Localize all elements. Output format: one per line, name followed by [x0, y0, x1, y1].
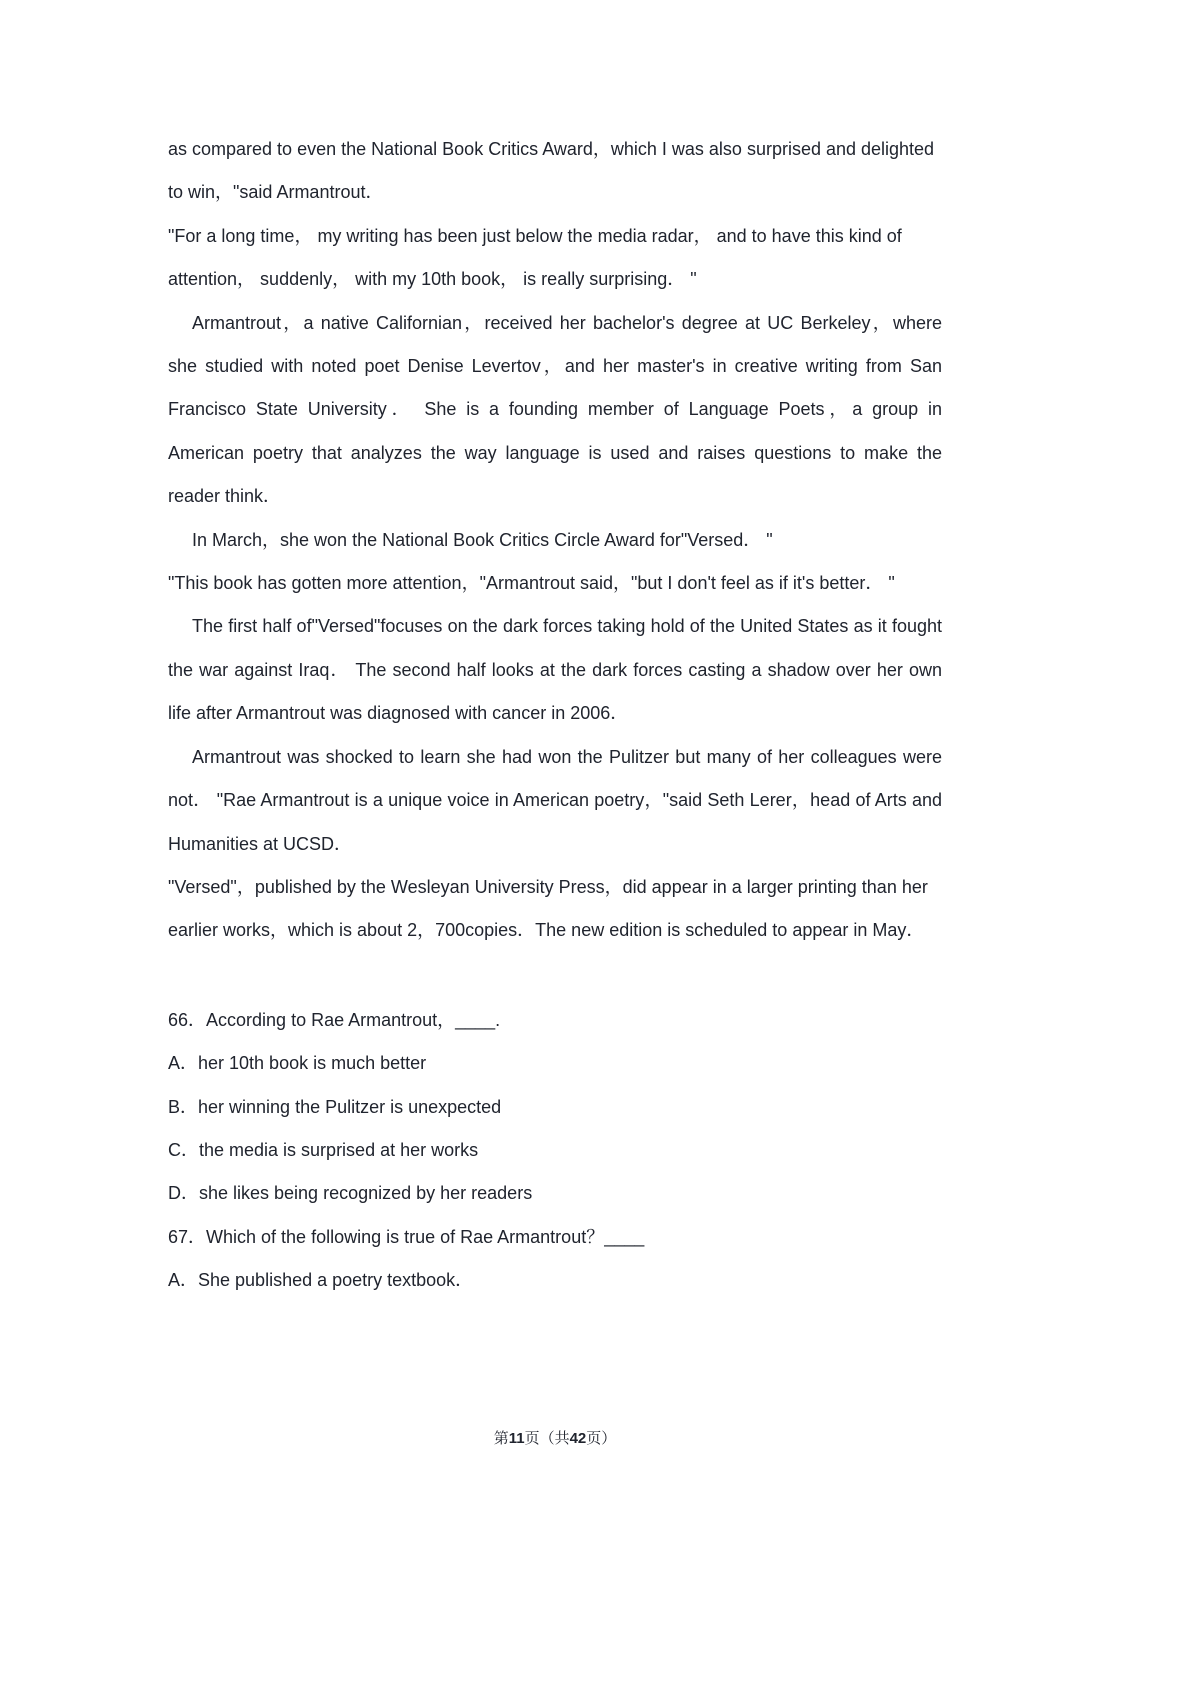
- article-paragraph: Armantrout was shocked to learn she had won the Pulitzer but many of her colleagues were not． "Rae Armantrout is a unique voice in American poetry，"said Seth Lerer，head of Arts and Humanities at UCSD．: [168, 746, 942, 854]
- footer-prefix: 第: [493, 1430, 509, 1447]
- questions-section: [168, 999, 942, 1303]
- article-paragraph: "For a long time， my writing has been just below the media radar， and to have this kind of attention， suddenly， with my 10th book， is really surprising． ": [168, 225, 902, 290]
- article-paragraph: In March，she won the National Book Critics Circle Award for"Versed． ": [192, 529, 773, 550]
- article-paragraph: The first half of"Versed"focuses on the dark forces taking hold of the United States as it fought the war against Iraq． The second half looks at the dark forces casting a shadow over her own life after Armantrout was diagnosed with cancer in 2006．: [168, 616, 942, 724]
- article-paragraph: "This book has gotten more attention，"Armantrout said，"but I don't feel as if it's better． ": [168, 573, 895, 594]
- page-footer: [168, 1428, 942, 1450]
- footer-middle: 页（共: [524, 1430, 570, 1447]
- reading-passage: [168, 128, 942, 1303]
- article-paragraph: "Versed"，published by the Wesleyan University Press，did appear in a larger printing than her earlier works，which is about 2，700copies．The new edition is scheduled to appear in May．: [168, 876, 928, 941]
- question-66-option-b: B．her winning the Pulitzer is unexpected: [168, 1096, 502, 1117]
- article-paragraph: as compared to even the National Book Critics Award，which I was also surprised and delighted to win，"said Armantrout．: [168, 139, 935, 203]
- footer-total-pages: 42: [569, 1430, 587, 1447]
- question-66-option-c: C．the media is surprised at her works: [168, 1139, 479, 1160]
- question-67-option-a: A．She published a poetry textbook．: [168, 1270, 474, 1291]
- footer-suffix: 页）: [586, 1430, 617, 1447]
- question-67-stem: 67．Which of the following is true of Rae Armantrout？____: [168, 1226, 645, 1247]
- question-66-option-a: A．her 10th book is much better: [168, 1053, 427, 1074]
- footer-page-number: 11: [508, 1430, 525, 1447]
- question-66-option-d: D．she likes being recognized by her readers: [168, 1183, 533, 1204]
- article-paragraph: Armantrout，a native Californian，received her bachelor's degree at UC Berkeley，where she studied with noted poet Denise Levertov，and her master's in creative writing from San Francisco State University． She is a founding member of Language Poets，a group in American poetry that analyzes the way language is used and raises questions to make the reader think．: [168, 312, 942, 507]
- question-66-stem: 66．According to Rae Armantrout，____.: [168, 1009, 501, 1030]
